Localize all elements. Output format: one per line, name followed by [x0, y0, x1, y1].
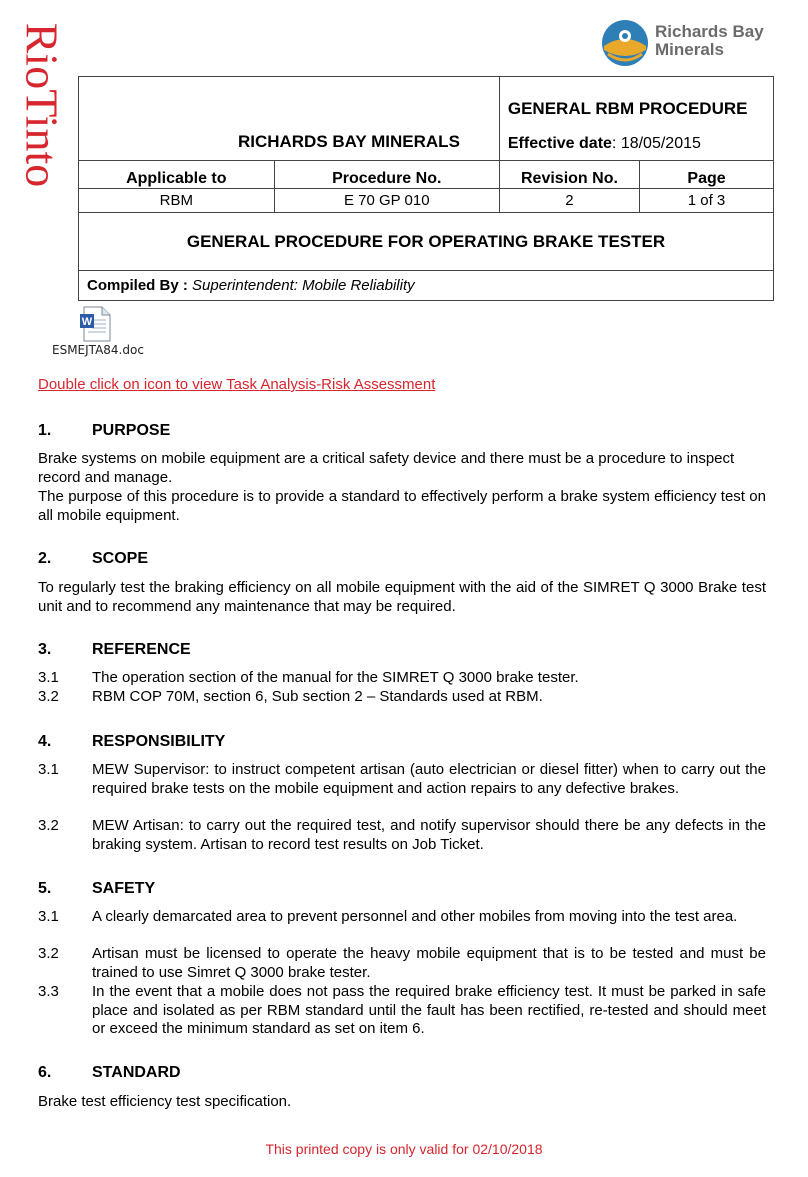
section-number: 3. — [38, 641, 52, 658]
item-text: MEW Supervisor: to instruct competent artisan (auto electrician or diesel fitter) when to carry out the required brake tests on the mobile equipment and action repairs to any defective brakes. — [92, 761, 766, 797]
applicable-value: RBM — [79, 189, 275, 213]
compiled-by-value: Superintendent: Mobile Reliability — [192, 277, 415, 294]
list-item — [38, 688, 766, 707]
section-title: STANDARD — [92, 1064, 181, 1081]
applicable-header: Applicable to — [79, 161, 275, 189]
section-4-heading — [38, 733, 225, 751]
item-number: 3.2 — [38, 688, 59, 705]
risk-assessment-link[interactable]: Double click on icon to view Task Analysis-Risk Assessment — [38, 376, 436, 393]
doc-type-cell — [499, 77, 773, 161]
section-6-heading — [38, 1064, 181, 1082]
item-number: 3.2 — [38, 945, 59, 962]
page-header: Page — [640, 161, 774, 189]
rbm-logo-line2: Minerals — [655, 40, 724, 59]
list-item — [38, 983, 766, 1039]
section-1-heading — [38, 422, 170, 440]
item-number: 3.2 — [38, 817, 59, 834]
list-item — [38, 761, 766, 798]
section-title: RESPONSIBILITY — [92, 733, 226, 750]
procedure-value: E 70 GP 010 — [274, 189, 499, 213]
item-text: The operation section of the manual for the SIMRET Q 3000 brake tester. — [92, 669, 579, 686]
section-title: PURPOSE — [92, 422, 171, 439]
procedure-title: GENERAL PROCEDURE FOR OPERATING BRAKE TESTER — [79, 213, 774, 271]
section-number: 2. — [38, 550, 52, 567]
section-title: REFERENCE — [92, 641, 191, 658]
section-2-heading — [38, 550, 148, 568]
word-document-icon[interactable] — [78, 306, 114, 342]
list-item — [38, 817, 766, 854]
item-text: MEW Artisan: to carry out the required test, and notify supervisor should there be any defects in the braking system. Artisan to record test results on Job Ticket. — [92, 817, 766, 853]
item-number: 3.1 — [38, 908, 59, 925]
compiled-by-row — [79, 271, 774, 301]
company-name: RICHARDS BAY MINERALS — [237, 132, 460, 151]
item-text: Artisan must be licensed to operate the heavy mobile equipment that is to be tested and must be trained to use Simret Q 3000 brake tester. — [92, 945, 766, 981]
section-number: 5. — [38, 880, 52, 897]
item-number: 3.3 — [38, 983, 59, 1000]
section-1-para-1: Brake systems on mobile equipment are a critical safety device and there must be a procedure to inspect record and manage. — [38, 450, 735, 486]
section-number: 4. — [38, 733, 52, 750]
page-value: 1 of 3 — [640, 189, 774, 213]
section-number: 6. — [38, 1064, 52, 1081]
effective-date-row — [508, 135, 773, 153]
section-title: SAFETY — [92, 880, 156, 897]
section-5-heading — [38, 880, 155, 898]
list-item — [38, 669, 766, 688]
company-cell — [79, 77, 500, 161]
section-number: 1. — [38, 422, 52, 439]
header-table — [78, 76, 774, 301]
section-title: SCOPE — [92, 550, 149, 567]
item-text: In the event that a mobile does not pass the required brake efficiency test. It must be parked in safe place and isolated as per RBM standard until the fault has been rectified, re-tested and should meet or exceed the minimum standard as set on item 6. — [92, 983, 766, 1037]
doc-type: GENERAL RBM PROCEDURE — [507, 99, 748, 118]
validity-footer: This printed copy is only valid for 02/10/2018 — [265, 1141, 543, 1157]
section-2-para-1: To regularly test the braking efficiency on all mobile equipment with the aid of the SIMRET Q 3000 Brake test unit and to recommend any maintenance that may be required. — [38, 579, 766, 615]
revision-header: Revision No. — [499, 161, 639, 189]
item-number: 3.1 — [38, 669, 59, 686]
rbm-logo — [600, 18, 770, 68]
item-number: 3.1 — [38, 761, 59, 778]
item-text: RBM COP 70M, section 6, Sub section 2 – Standards used at RBM. — [92, 688, 543, 705]
item-text: A clearly demarcated area to prevent personnel and other mobiles from moving into the test area. — [92, 908, 738, 925]
svg-text:W: W — [81, 316, 93, 328]
list-item — [38, 945, 766, 982]
compiled-by-label: Compiled By : — [87, 277, 188, 294]
revision-value: 2 — [499, 189, 639, 213]
rio-tinto-logo-text: RioTinto — [16, 22, 68, 188]
procedure-header: Procedure No. — [274, 161, 499, 189]
attachment-filename[interactable]: ESMEJTA84.doc — [52, 343, 144, 357]
list-item — [38, 908, 766, 927]
section-1-para-2: The purpose of this procedure is to provide a standard to effectively perform a brake system efficiency test on all mobile equipment. — [38, 488, 766, 524]
rbm-emblem-icon — [600, 18, 650, 68]
section-3-heading — [38, 641, 191, 659]
effective-date-label: Effective date — [507, 135, 612, 152]
rio-tinto-logo — [16, 20, 68, 190]
effective-date-value: : 18/05/2015 — [611, 135, 701, 152]
rbm-logo-line1: Richards Bay — [655, 22, 764, 41]
section-6-para-1: Brake test efficiency test specification. — [38, 1093, 292, 1110]
